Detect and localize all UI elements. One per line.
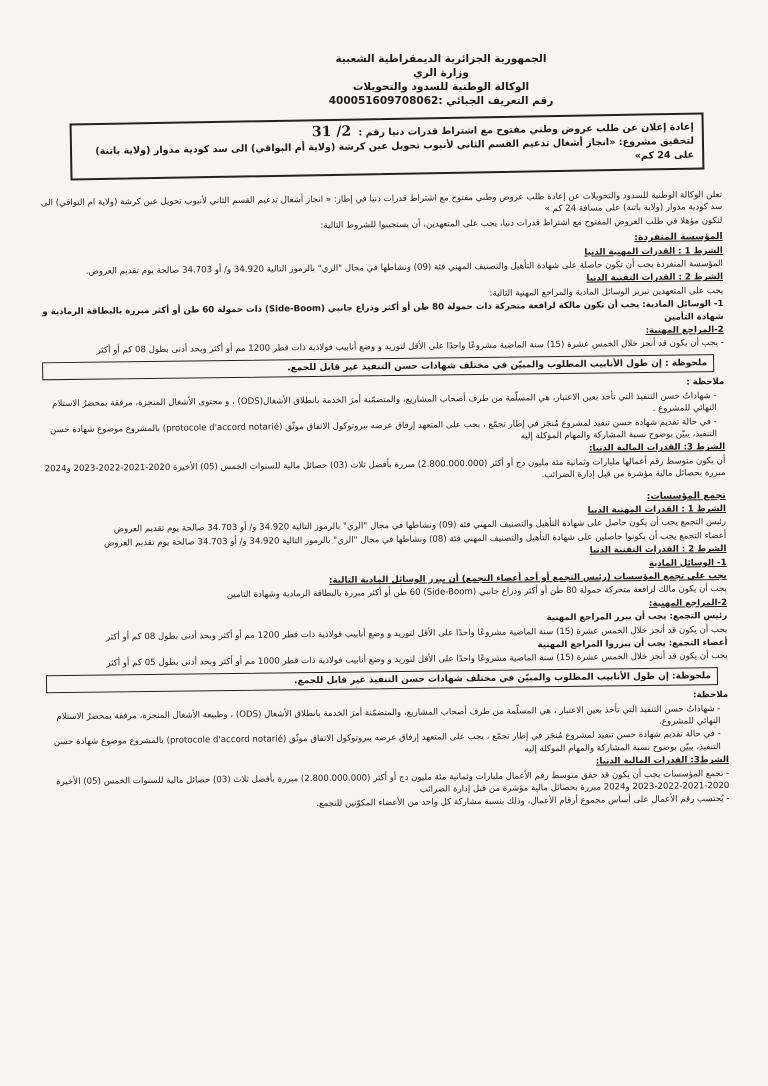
group-remark-1: - شهاداتُ حسن التنفيذ التي تأخذ بعين الاعتبار ، هي المسلّمة من طرف أصحاب المشاريع، والمتضمّنة أمرَ الخدمة بانطلاق الأشغال (ODS) ، وطبيعة الأشغال المنجزة، مرفقة بمحضرُ الاستلام النهائي للمشروع.	[56, 703, 721, 727]
group-leader-label: رئيس التجمع: يجب أن يبرر المراجع المهنية	[546, 611, 728, 624]
group-note-box: ملحوظة: إن طول الأنابيب المطلوب والمبيّن في مختلف شهادات حسن التنفيذ غير قابل للجمع.	[46, 667, 718, 694]
group-leader-text: يجب أن يكون قد أنجز خلال الخمس عشرة (15) سنة الماضية مشروعًا واحدًا على الأقل لتوريد و وضع أنابيب فولاذية ذات قطر 1200 مم أو أكثر وبحد أدنى بطول 08 كم أو أكثر	[105, 624, 728, 643]
group-title: تجمع المؤسسات:	[646, 489, 726, 502]
group-c1-members: أعضاء التجمع يجب أن يكونوا حاصلين على شهادة التأهيل والتصنيف المهني فئة (08) ونشاطها في مجال "الري" بالرموز التالية 34.920 و/ أو 34.703 صالحة يوم تقديم العروض	[103, 530, 727, 549]
single-c1-title: الشرط 1 : القدرات المهنية الدنيا	[584, 245, 723, 258]
announcement-box	[70, 112, 705, 180]
group-c1-leader: رئيس التجمع يجب أن يكون حاصل على شهادة التأهيل والتصنيف المهني فئة (09) ونشاطها في مجال "الري" بالرموز التالية 34.920 و/ أو 34.703 صالحة يوم تقديم العروض	[113, 517, 727, 535]
single-remarks-title: ملاحظة :	[686, 377, 725, 388]
announcement-title: إعادة إعلان عن طلب عروض وطني مفتوح مع اشتراط قدرات دنيا رقم :	[358, 121, 694, 139]
tax-id: رقم التعريف الجبائي :400051609708062	[328, 95, 554, 107]
document-body	[40, 189, 729, 814]
group-c3-text-1: - تجمع المؤسسات يجب أن يكون قد حقق متوسط رقم الأعمال مليارات وثمانية مئة مليون دج أو أكثر (2.800.000.000) مبررة بأفضل ثلاث (03) حصائل مالية للسنوات الخمس (05) الأخيرة 2020-2021-2022-2023 و2024 مبررة بحصائل مالية مؤشرة من قبل إدارة الضرائب	[56, 768, 730, 795]
intro-paragraph: تعلن الوكالة الوطنية للسدود والتحويلات عن إعادة طلب عروض وطني مفتوح مع اشتراط قدرات دنيا في إطار: « انجاز أشغال تدعيم القسم الثاني لأنبوب تحويل عين كرشة (ولاية ام البواقي) الى سد كودية مدوار (ولاية باتنة) على مسافة 24 كم »	[40, 189, 723, 215]
group-c2-title: الشرط 2 : القدرات التقنية الدنيا	[589, 544, 727, 556]
single-note-box: ملحوظة : إن طول الأنابيب المطلوب والمبيّن في مختلف شهادات حسن التنفيذ غير قابل للجمع.	[42, 354, 714, 381]
announcement-number: 2/ 31	[311, 123, 352, 141]
single-company-title: المؤسسة المنفردة:	[634, 231, 723, 244]
single-c3-title: الشرط 3: القدرات المالية الدنيا:	[589, 442, 726, 454]
header	[160, 52, 722, 108]
single-c1-text: المؤسسة المنفردة يجب أن تكون حاصلة على شهادة التأهيل والتصنيف المهني فئة (09) ونشاطها في مجال "الري" بالرموز التالية 34.920 و/ أو 34.703 صالحة يوم تقديم العروض.	[85, 259, 723, 277]
group-c1-title: الشرط 1 : القدرات المهنية الدنيا	[587, 503, 726, 516]
group-remarks-title: ملاحظة:	[693, 690, 729, 701]
intro-conditions: لتكون مؤهلا في طلب العروض المفتوح مع اشتراط قدرات دنيا، يجب على المتعهدين، أن يستجيبوا للشروط التالية:	[320, 215, 723, 231]
single-c2-equipment: 1- الوسائل المادية: يجب أن تكون مالكة لرافعة متحركة ذات حمولة 80 طن أو أكثر وذراع جانبي (Side-Boom) ذات حمولة 60 طن أو أكثر مبررة بالبطاقة الرمادية و شهادة التأمين	[42, 299, 724, 323]
group-members-label: أعضاء التجمع: يجب أن يبرروا المراجع المهنية	[537, 637, 728, 651]
single-c2-intro: يجب على المتعهدين تبرير الوسائل المادية والمراجع المهنية التالية:	[489, 285, 724, 299]
single-remark-1: - شهاداتُ حسن التنفيذ التي تأخذ بعين الاعتبار، هي المسلّمة من طرف أصحاب المشاريع، والمتضمّنة أمرَ الخدمة بانطلاق الأشغال(ODS) ، و محتوى الأشغال المنجزة، مرفقة بمحضرُ الاستلام النهائي للمشروع .	[52, 390, 717, 414]
agency-name: الوكالة الوطنية للسدود والتحويلات	[352, 81, 530, 93]
group-members-text: يجب أن يكون قد أنجز خلال الخمس عشرة (15) سنة الماضية مشروعًا واحدًا على الأقل لتوريد و وضع أنابيب فولاذية ذات قطر 1000 مم أو أكثر وبحد أدنى بطول 05 كم أو أكثر	[106, 651, 728, 669]
group-remark-2: - في حالة تقديم شهادة حسن تنفيذ لمشروع مُنجَز في إطار تجمّع ، يجب على المتعهد إرفاق عرضه ببروتوكول الاتفاق موثّق (protocole d'accord notarié) بالمشروع موضوع شهادة حسن التنفيذ، يبيّن بوضوح نسبة المشاركة والمهام الموكلة إليه	[53, 729, 721, 755]
group-c2-equipment-sub: يجب على تجمع المؤسسات (رئيس التجمع أو أحد أعضاء التجمع) أن يبرر الوسائل المادية التالية:	[329, 570, 727, 586]
group-c2-equipment-text: يجب أن يكون مالك لرافعة متحركة حمولة 80 طن أو أكثر وذراع جانبي (Side-Boom) 60 طن أو أكثر مبررة بالبطاقة الرمادية وشهادة التامين	[226, 584, 727, 601]
republic-name: الجمهورية الجزائرية الديمقراطية الشعبية	[335, 53, 547, 65]
single-c2-title: الشرط 2 : القدرات التقنية الدنيا	[586, 272, 724, 285]
ministry-name: وزارة الري	[413, 67, 469, 79]
announcement-project: لتحقيق مشروع: «انجاز أشغال تدعيم القسم الثاني لأنبوب تحويل عين كرشة (ولاية أم البواقي) الى سد كودية مدوار (ولاية باتنة) على 24 كم»	[95, 135, 695, 162]
group-c3-title: الشرط3: القدرات المالية الدنيا:	[595, 755, 730, 767]
single-c2-references-title: 2-المراجع المهنية:	[645, 325, 724, 337]
group-c2-references-title: 2-المراجع المهنية:	[648, 597, 728, 609]
single-c3-text: أن يكون متوسط رقم أعمالها مليارات وثمانية مئة مليون دج أو أكثر (2.800.000.000) مبررة بأفضل ثلاث (03) حصائل مالية للسنوات الخمس (05) الأخيرة 2020-2021-2022-2023 و2024 مبررة بحصائل مالية مؤشرة من قبل إدارة الضرائب.	[44, 455, 726, 481]
group-c3-text-2: - يُحتسب رقم الأعمال على أساس مجموع أرقام الأعمال، وذلك بنسبة مشاركة كل واحد من الأعضاء المكوّنين للتجمع.	[316, 794, 730, 810]
single-remark-2: - في حالة تقديم شهادة حسن تنفيذ لمشروع مُنجَز في إطار تجمّع ، يجب على المتعهد إرفاق عرضه ببروتوكول الاتفاق موثّق (protocole d'accord notarié) بالمشروع موضوع شهادة حسن التنفيذ، يبيّن بوضوح نسبة المشاركة والمهام الموكلة إليه	[49, 416, 718, 442]
single-c2-references: - يجب أن يكون قد أنجز خلال الخمس عشرة (15) سنة الماضية مشروعًا واحدًا على الأقل لتوريد و وضع أنابيب فولاذية ذات قطر 1200 مم أو أكثر وبحد أدنى بطول 08 كم أو أكثر	[96, 338, 724, 357]
group-c2-equipment-title: 1- الوسائل المادية	[648, 557, 727, 569]
